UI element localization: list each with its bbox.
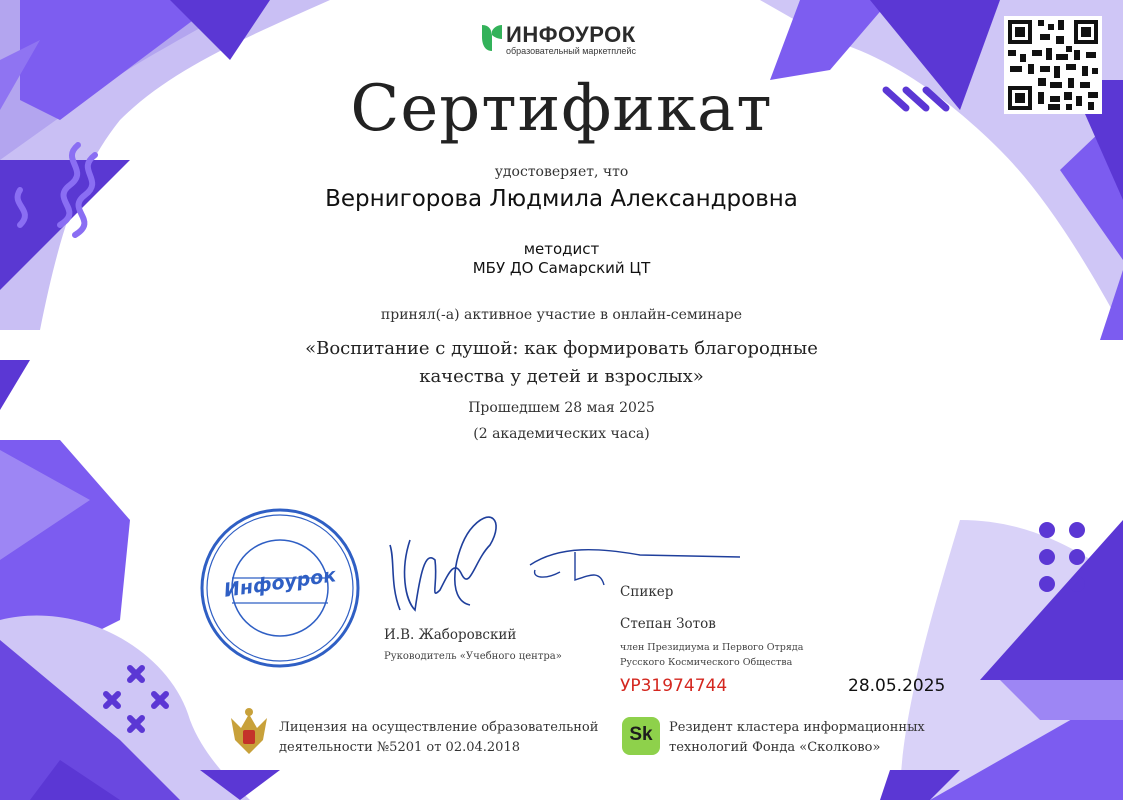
- speaker-role-line1: член Президиума и Первого Отряда: [620, 642, 804, 653]
- license-info: [279, 718, 609, 758]
- skolkovo-line2: технологий Фонда «Сколково»: [669, 740, 881, 755]
- skolkovo-icon: [622, 717, 660, 755]
- brand-subtitle: образовательный маркетплейс: [506, 46, 636, 56]
- recipient-organization: МБУ ДО Самарский ЦТ: [472, 259, 651, 277]
- brand-logo: [476, 22, 676, 58]
- stamp-center-text: Инфоурок: [222, 564, 338, 602]
- skolkovo-line1: Резидент кластера информационных: [669, 720, 925, 735]
- event-date: Прошедшем 28 мая 2025: [468, 400, 655, 416]
- speaker-role-line2: Русского Космического Общества: [620, 657, 793, 668]
- brand-name: ИНФОУРОК: [506, 22, 636, 47]
- speaker-label: Спикер: [620, 584, 674, 600]
- skolkovo-icon-text: Sk: [629, 724, 653, 745]
- academic-hours: (2 академических часа): [473, 426, 650, 442]
- signatory-name: И.В. Жаборовский: [384, 627, 517, 643]
- participation-text: принял(-а) активное участие в онлайн-семинаре: [380, 307, 743, 323]
- signatory-role: Руководитель «Учебного центра»: [384, 651, 562, 662]
- certifies-text: удостоверяет, что: [494, 164, 629, 180]
- recipient-name: Вернигорова Людмила Александровна: [325, 186, 798, 212]
- skolkovo-info: [669, 718, 949, 758]
- company-stamp: [202, 510, 358, 666]
- recipient-position: методист: [523, 240, 600, 258]
- speaker-name: Степан Зотов: [620, 616, 716, 632]
- certificate-title: Сертификат: [350, 72, 773, 146]
- license-line2: деятельности №5201 от 02.04.2018: [279, 740, 520, 755]
- seminar-title-line1: «Воспитание с душой: как формировать благородные: [305, 338, 818, 359]
- license-line1: Лицензия на осуществление образовательной: [279, 720, 599, 735]
- certificate-number: УР31974744: [620, 676, 728, 696]
- seminar-title-line2: качества у детей и взрослых»: [419, 366, 704, 387]
- issue-date: 28.05.2025: [848, 676, 946, 696]
